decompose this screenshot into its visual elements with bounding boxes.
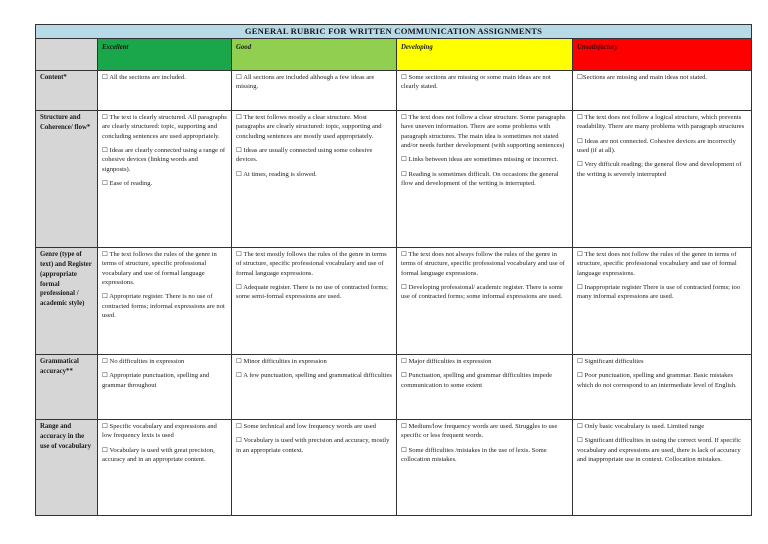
row-structure (36, 111, 752, 248)
row-grammar (36, 355, 752, 420)
descriptor-item: ☐ Vocabulary is used with precision and accuracy, mostly in an appropriate context. (236, 437, 390, 454)
descriptor-cell-good (232, 355, 397, 420)
descriptor-item: ☐ The text follows the rules of the genre in terms of structure, specific professional vocabulary and use of formal language expressions. (102, 251, 217, 287)
descriptor-item: ☐ Some sections are missing or some main ideas are not clearly stated. (401, 74, 551, 91)
descriptor-item: ☐ The text does not follow a clear structure. Some paragraphs have uneven information. There are some problems with paragraph structures. The main idea is sometimes not stated and/or needs further development (with supporting sentences) (401, 114, 566, 150)
descriptor-item: ☐ Adequate register. There is no use of contracted forms; some semi-formal expressions are used. (236, 284, 388, 301)
descriptor-item: ☐ No difficulties in expression (102, 358, 185, 365)
descriptor-cell-unsatisfactory (573, 111, 752, 248)
criterion-label: Genre (type of text) and Register (appropriate formal professional / academic style) (36, 248, 98, 355)
criterion-label: Content* (36, 71, 98, 111)
descriptor-item: ☐ The text does not follow a logical structure, which prevents readability. There are many problems with paragraph structures (577, 114, 745, 131)
descriptor-cell-unsatisfactory (573, 355, 752, 420)
descriptor-cell-excellent (98, 248, 232, 355)
descriptor-item: ☐ Significant difficulties (577, 358, 644, 365)
descriptor-cell-excellent (98, 71, 232, 111)
descriptor-item: ☐ At times, reading is slowed. (236, 170, 317, 178)
level-header-row (36, 39, 752, 71)
row-genre (36, 248, 752, 355)
descriptor-item: ☐ The text mostly follows the rules of the genre in terms of structure, specific professional vocabulary and use of formal language expressions. (236, 251, 387, 277)
descriptor-item: ☐ Significant difficulties in using the correct word. If specific vocabulary and expressions are used, there is lack of accuracy and inappropriate use in context. Collocation mistakes. (577, 437, 741, 464)
criterion-label: Structure and Coherence/ flow* (36, 111, 98, 248)
descriptor-item: ☐ All the sections are included. (102, 74, 186, 81)
descriptor-item: ☐ Very difficult reading; the general flow and development of the writing is severely interrupted (577, 161, 742, 178)
descriptor-item: ☐ Minor difficulties in expression (236, 358, 327, 365)
descriptor-cell-good (232, 111, 397, 248)
descriptor-cell-good (232, 71, 397, 111)
descriptor-item: ☐ Ideas are clearly connected using a range of cohesive devices (linking words and signposts). (102, 147, 226, 173)
descriptor-item: ☐ Some technical and low frequency words are used (236, 423, 376, 430)
descriptor-cell-excellent (98, 111, 232, 248)
descriptor-item: ☐ Vocabulary is used with great precision, accuracy and in an appropriate content. (102, 446, 215, 464)
descriptor-item: ☐ Appropriate punctuation, spelling and grammar throughout (102, 372, 210, 389)
descriptor-item: ☐ Only basic vocabulary is used. Limited range (577, 423, 705, 430)
descriptor-item: ☐ Punctuation, spelling and grammar difficulties impede communication to some extent (401, 372, 553, 389)
descriptor-item: ☐ Ideas are usually connected using some cohesive devices. (236, 147, 373, 164)
descriptor-item: ☐ The text is clearly structured. All paragraphs are clearly structured: topic, supporting and concluding sentences are used appropriately. (102, 114, 227, 140)
descriptor-item: ☐ A few punctuation, spelling and grammatical difficulties (236, 372, 392, 380)
rubric-table (35, 24, 752, 516)
descriptor-cell-unsatisfactory (573, 71, 752, 111)
descriptor-item: ☐ Some difficulties /mistakes in the use of lexis. Some collocation mistakes. (401, 446, 547, 464)
descriptor-cell-developing (397, 355, 573, 420)
descriptor-item: ☐ Reading is sometimes difficult. On occasions the general flow and development of the writing is interrupted. (401, 170, 559, 188)
descriptor-item: ☐ Inappropriate register There is use of contracted forms; too many informal expressions are used. (577, 284, 741, 301)
descriptor-item: ☐Sections are missing and main ideas not stated. (577, 74, 708, 81)
row-vocabulary (36, 420, 752, 516)
descriptor-cell-developing (397, 420, 573, 516)
descriptor-cell-developing (397, 111, 573, 248)
descriptor-item: ☐ The text follows mostly a clear structure. Most paragraphs are clearly structured: topic, supporting and concluding sentences are mostly used appropriately. (236, 114, 382, 140)
descriptor-cell-good (232, 248, 397, 355)
descriptor-cell-excellent (98, 355, 232, 420)
descriptor-item: ☐ Medium/low frequency words are used. Struggles to use specific or less frequent words. (401, 423, 558, 440)
descriptor-item: ☐ Ideas are not connected. Cohesive devices are incorrectly used (if at all). (577, 137, 736, 155)
descriptor-item: ☐ The text does not follow the rules of the genre in terms of structure, specific professional vocabulary and use of formal language expressions. (577, 251, 737, 277)
descriptor-item: ☐ All sections are included although a few ideas are missing. (236, 74, 375, 91)
descriptor-cell-good (232, 420, 397, 516)
descriptor-cell-developing (397, 248, 573, 355)
level-excellent: Excellent (98, 39, 232, 71)
corner-cell (36, 39, 98, 71)
row-content (36, 71, 752, 111)
title-row (36, 25, 752, 39)
descriptor-cell-unsatisfactory (573, 248, 752, 355)
descriptor-item: ☐ Specific vocabulary and expressions and low frequency lexis is used (102, 423, 217, 440)
criterion-label: Grammatical accuracy** (36, 355, 98, 420)
descriptor-cell-unsatisfactory (573, 420, 752, 516)
criterion-label: Range and accuracy in the use of vocabulary (36, 420, 98, 516)
level-developing: Developing (397, 39, 573, 71)
descriptor-item: ☐ Major difficulties in expression (401, 358, 492, 365)
descriptor-item: ☐ Poor punctuation, spelling and grammar. Basic mistakes which do not correspond to an intermediate level of English. (577, 372, 737, 389)
descriptor-cell-excellent (98, 420, 232, 516)
level-unsatisfactory: Unsatisfactory (573, 39, 752, 71)
descriptor-cell-developing (397, 71, 573, 111)
descriptor-item: ☐ Developing professional/ academic register. There is some use of contracted forms; some informal expressions are used. (401, 284, 563, 301)
level-good: Good (232, 39, 397, 71)
descriptor-item: ☐ Links between ideas are sometimes missing or incorrect. (401, 156, 558, 164)
descriptor-item: ☐ Ease of reading. (102, 180, 153, 188)
descriptor-item: ☐ The text does not always follow the rules of the genre in terms of structure, specific professional vocabulary and use of formal language expressions. (401, 251, 565, 277)
rubric-title: GENERAL RUBRIC FOR WRITTEN COMMUNICATION ASSIGNMENTS (36, 25, 752, 39)
descriptor-item: ☐ Appropriate register. There is no use of contracted forms; informal expressions are not used. (102, 293, 225, 320)
